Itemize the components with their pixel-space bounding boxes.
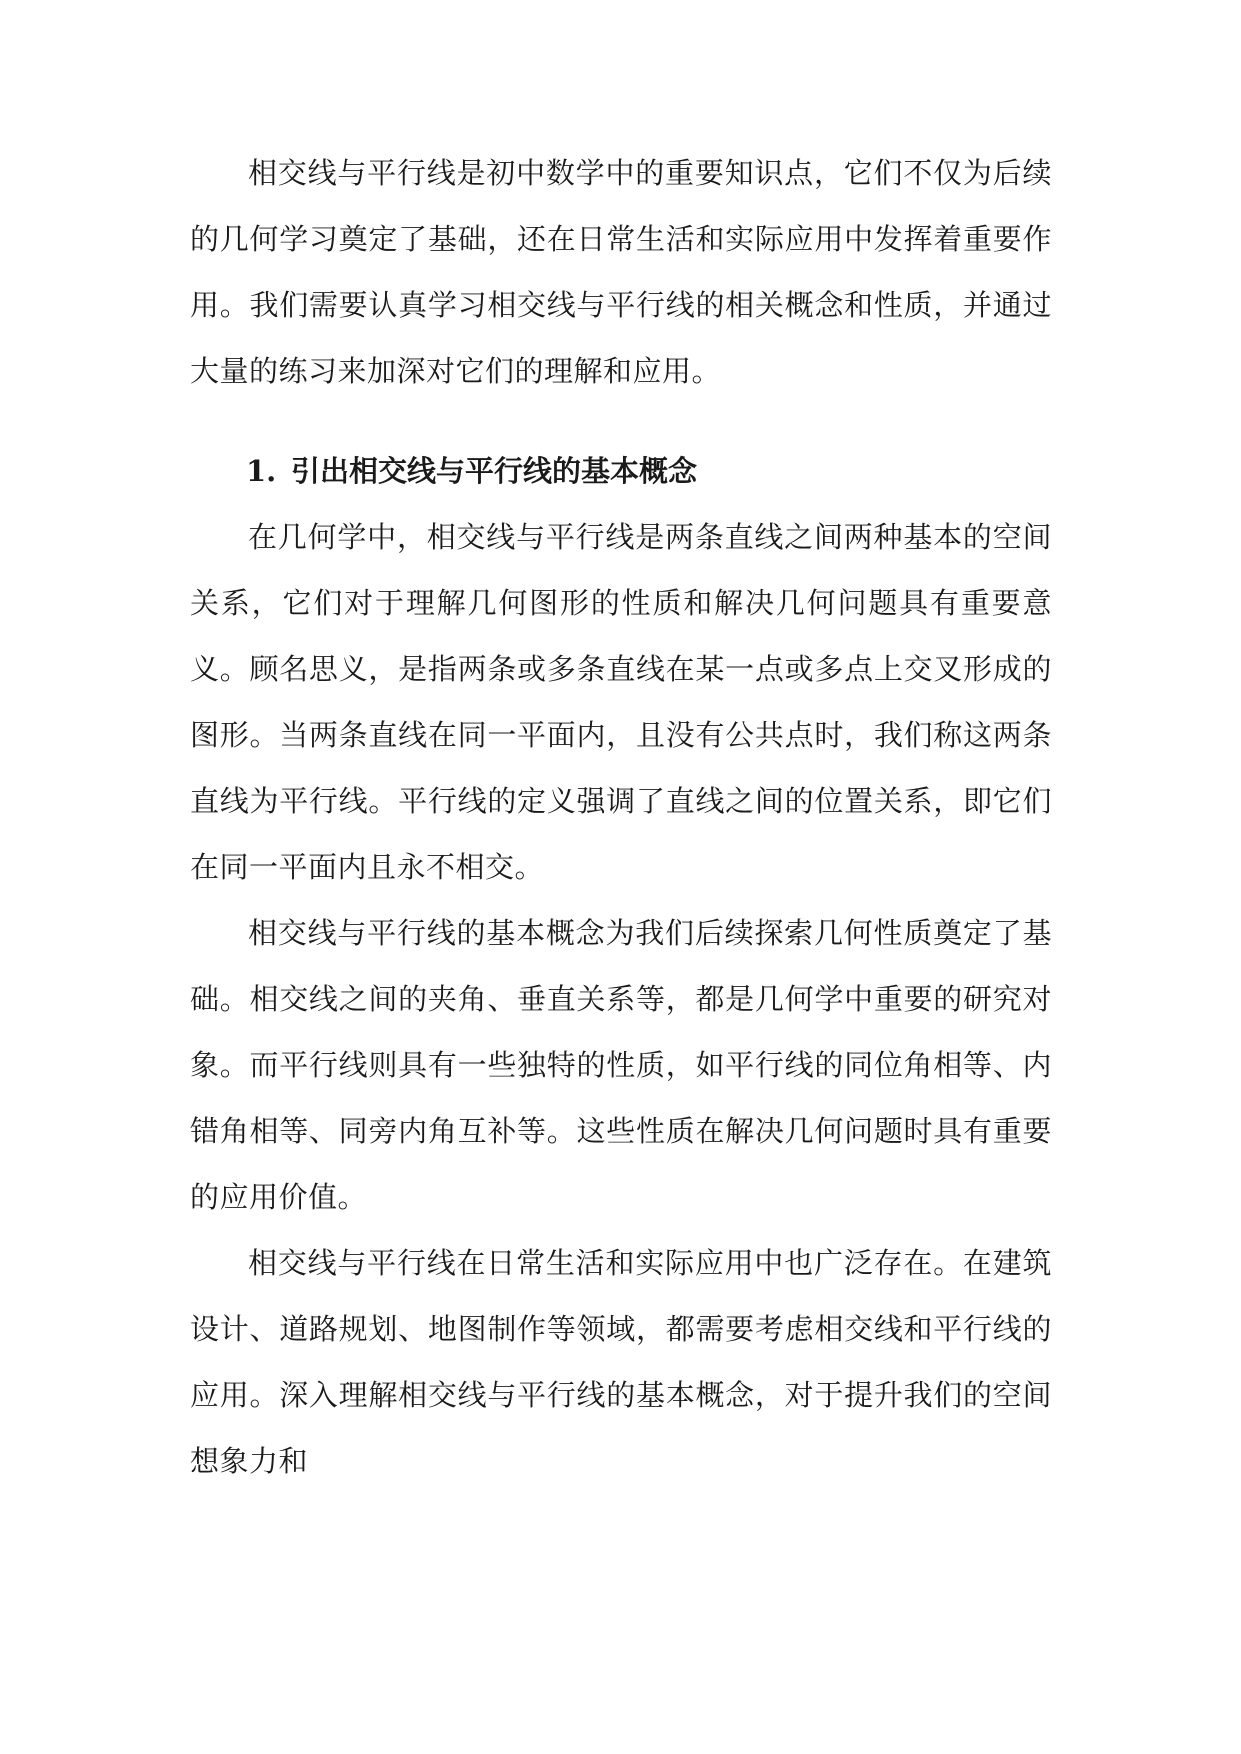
body-paragraph-3: 相交线与平行线在日常生活和实际应用中也广泛存在。在建筑设计、道路规划、地图制作等领域，都需要考虑相交线和平行线的应用。深入理解相交线与平行线的基本概念，对于提升我们的空间想象力和 (190, 1246, 1052, 1478)
section-number: 1. (246, 454, 277, 488)
document-page (190, 140, 1052, 1494)
section-heading (190, 438, 1052, 504)
section-title: 引出相交线与平行线的基本概念 (291, 454, 698, 488)
body-paragraph-2: 相交线与平行线的基本概念为我们后续探索几何性质奠定了基础。相交线之间的夹角、垂直关系等，都是几何学中重要的研究对象。而平行线则具有一些独特的性质，如平行线的同位角相等、内错角相等、同旁内角互补等。这些性质在解决几何问题时具有重要的应用价值。 (190, 916, 1052, 1214)
intro-paragraph: 相交线与平行线是初中数学中的重要知识点，它们不仅为后续的几何学习奠定了基础，还在日常生活和实际应用中发挥着重要作用。我们需要认真学习相交线与平行线的相关概念和性质，并通过大量的练习来加深对它们的理解和应用。 (190, 156, 1052, 388)
body-paragraph-1: 在几何学中，相交线与平行线是两条直线之间两种基本的空间关系，它们对于理解几何图形的性质和解决几何问题具有重要意义。顾名思义，是指两条或多条直线在某一点或多点上交叉形成的图形。当两条直线在同一平面内，且没有公共点时，我们称这两条直线为平行线。平行线的定义强调了直线之间的位置关系，即它们在同一平面内且永不相交。 (190, 520, 1052, 884)
